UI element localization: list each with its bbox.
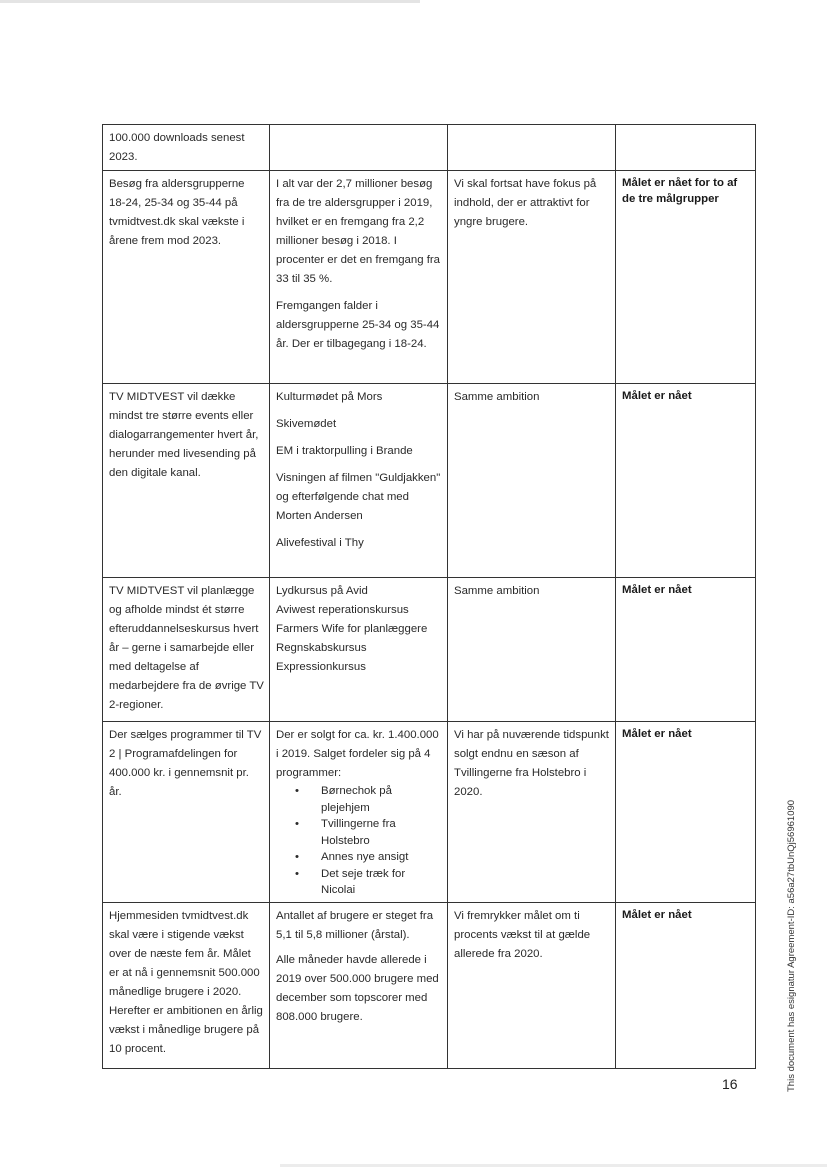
result-line: Expressionkursus (276, 661, 366, 673)
table-row (103, 578, 756, 722)
list-item: • Tvillingerne fra Holstebro (321, 816, 442, 849)
result-cell (270, 171, 448, 384)
result-cell (270, 125, 448, 171)
result-item: Skivemødet (276, 418, 337, 430)
result-paragraph: Antallet af brugere er steget fra 5,1 til 5,8 millioner (årstal). (276, 909, 434, 941)
result-line: Regnskabskursus (276, 642, 367, 654)
result-item: EM i traktorpulling i Brande (276, 445, 413, 457)
program-list (276, 783, 442, 899)
status-cell (616, 171, 756, 384)
goal-cell: 100.000 downloads senest 2023. (103, 125, 270, 171)
result-item: Alivefestival i Thy (276, 537, 364, 549)
goal-cell: Hjemmesiden tvmidtvest.dk skal være i stigende vækst over de næste fem år. Målet er at nå i gennemsnit 500.000 månedlige brugere i 2020. Herefter er ambitionen en årlig vækst i månedlige brugere på 10 procent. (103, 902, 270, 1068)
comment-cell: Vi skal fortsat have fokus på indhold, der er attraktivt for yngre brugere. (448, 171, 616, 384)
status-text: Målet er nået (622, 908, 692, 921)
status-cell (616, 578, 756, 722)
status-cell (616, 902, 756, 1068)
table-row (103, 171, 756, 384)
status-cell (616, 384, 756, 578)
table-row (103, 902, 756, 1068)
result-item: Kulturmødet på Mors (276, 391, 383, 403)
comment-cell (448, 125, 616, 171)
page-number: 16 (722, 1076, 738, 1092)
status-text: Målet er nået (622, 584, 692, 596)
goal-cell: TV MIDTVEST vil planlægge og afholde mindst ét større efteruddannelseskursus hvert år – gerne i samarbejde eller med deltagelse af medarbejdere fra de øvrige TV 2-regioner. (103, 578, 270, 722)
comment-cell: Vi har på nuværende tidspunkt solgt endnu en sæson af Tvillingerne fra Holstebro i 2020. (448, 722, 616, 903)
result-cell (270, 902, 448, 1068)
result-line: Lydkursus på Avid (276, 585, 368, 597)
comment-cell: Samme ambition (448, 578, 616, 722)
status-text: Målet er nået (622, 728, 692, 740)
comment-cell: Samme ambition (448, 384, 616, 578)
result-line: Aviwest reperationskursus (276, 604, 409, 616)
status-cell (616, 125, 756, 171)
scan-edge-bottom (280, 1164, 827, 1167)
goal-cell: Besøg fra aldersgrupperne 18-24, 25-34 og 35-44 på tvmidtvest.dk skal vækste i årene frem mod 2023. (103, 171, 270, 384)
table-row (103, 125, 756, 171)
result-paragraph: I alt var der 2,7 millioner besøg fra de tre aldersgrupper i 2019, hvilket er en fremgang fra 2,2 millioner besøg i 2018. I procenter er det en fremgang fra 33 til 35 %. (276, 178, 440, 285)
comment-cell: Vi fremrykker målet om ti procents vækst til at gælde allerede fra 2020. (448, 902, 616, 1068)
table-row (103, 722, 756, 903)
result-cell (270, 578, 448, 722)
table-row (103, 384, 756, 578)
result-item: Visningen af filmen "Guldjakken" og efterfølgende chat med Morten Andersen (276, 472, 441, 522)
goals-table (102, 124, 756, 1069)
result-intro: Der er solgt for ca. kr. 1.400.000 i 2019. Salget fordeler sig på 4 programmer: (276, 729, 439, 779)
scan-edge-top (0, 0, 420, 3)
list-item: • Børnechok på plejehjem (321, 783, 442, 816)
result-cell (270, 722, 448, 903)
list-item: • Det seje træk for Nicolai (321, 866, 442, 899)
esignatur-side-note: This document has esignatur Agreement-ID: a56a27tbUnQj56961090 (786, 799, 797, 1092)
status-text: Målet er nået for to af de tre målgrupper (622, 177, 738, 205)
goal-cell: TV MIDTVEST vil dække mindst tre større events eller dialogarrangementer hvert år, herunder med livesending på den digitale kanal. (103, 384, 270, 578)
goal-cell: Der sælges programmer til TV 2 | Programafdelingen for 400.000 kr. i gennemsnit pr. år. (103, 722, 270, 903)
result-paragraph: Alle måneder havde allerede i 2019 over 500.000 brugere med december som topscorer med 808.000 brugere. (276, 953, 439, 1023)
status-text: Målet er nået (622, 390, 692, 402)
result-line: Farmers Wife for planlæggere (276, 623, 428, 635)
list-item: • Annes nye ansigt (321, 849, 442, 866)
result-cell (270, 384, 448, 578)
status-cell (616, 722, 756, 903)
result-paragraph: Fremgangen falder i aldersgrupperne 25-34 og 35-44 år. Der er tilbagegang i 18-24. (276, 300, 440, 350)
